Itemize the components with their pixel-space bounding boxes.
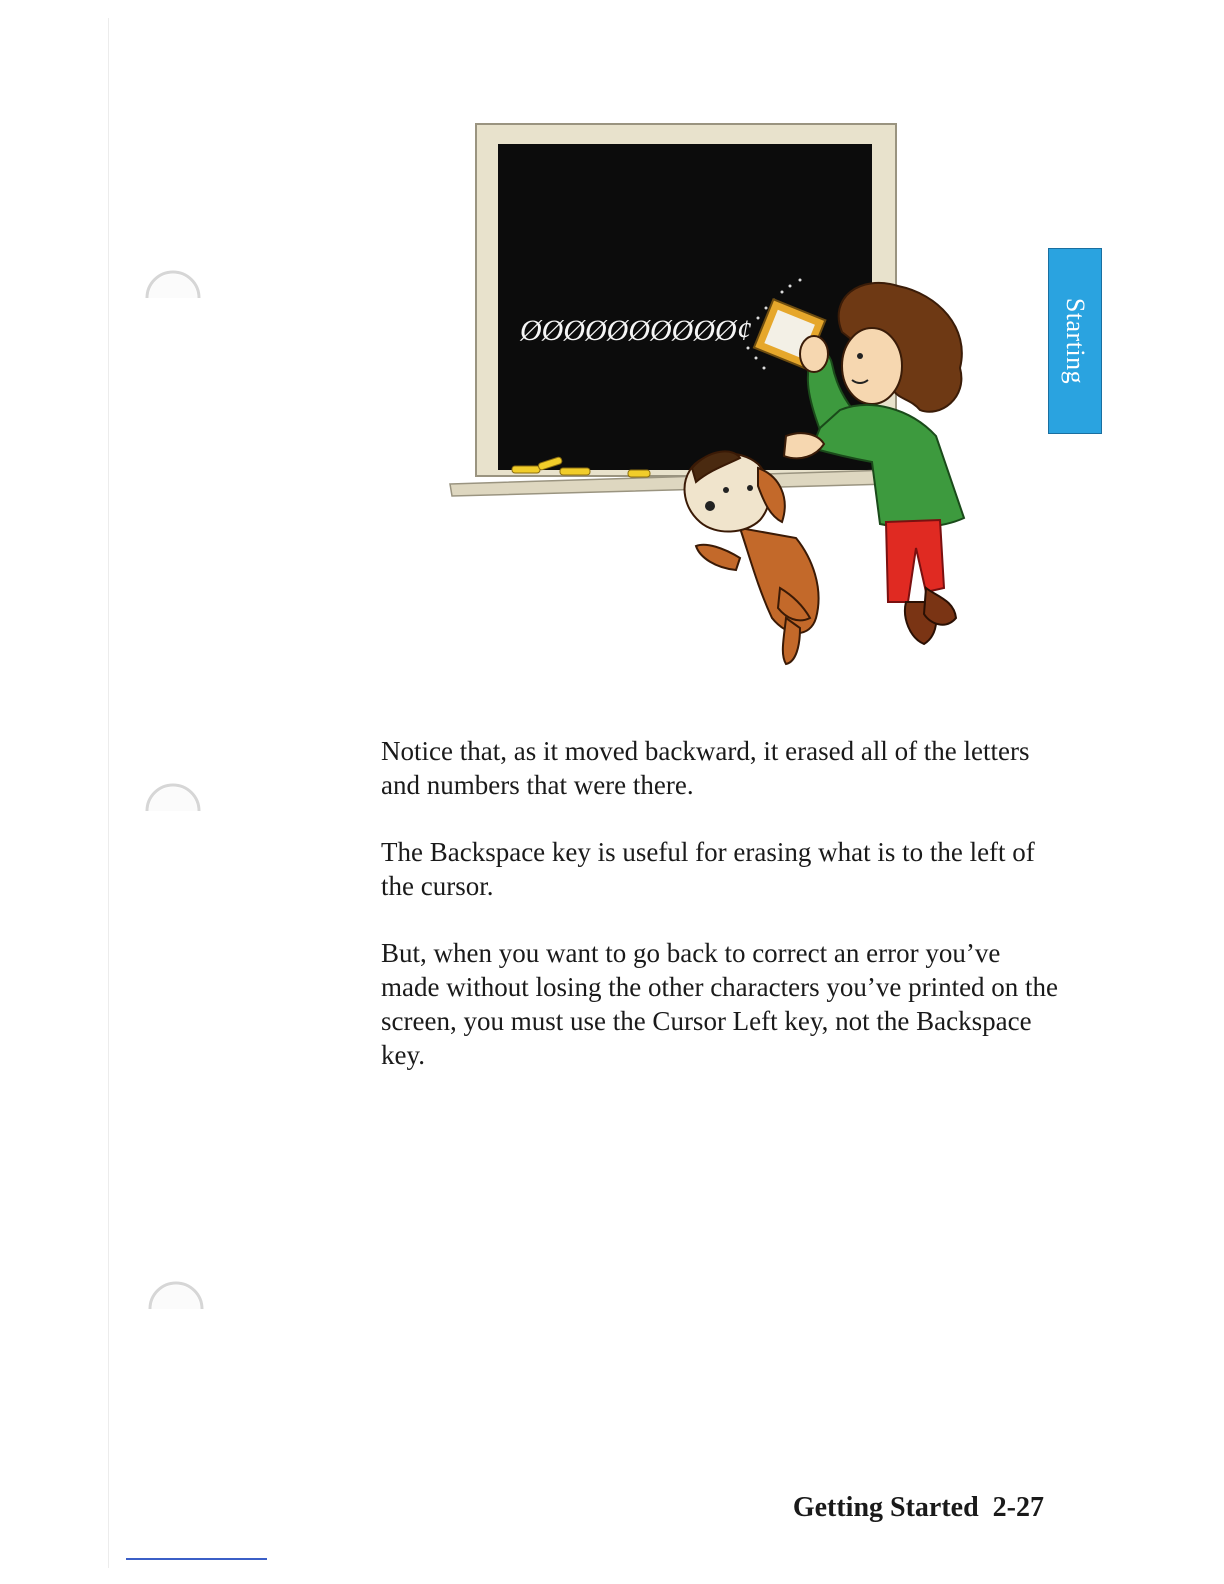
page-footer xyxy=(793,1492,1044,1524)
punch-hole xyxy=(143,765,203,825)
page-number: 2-27 xyxy=(992,1492,1044,1523)
paragraph: But, when you want to go back to correct an error you’ve made without losing the other characters you’ve printed on the screen, you must use the Cursor Left key, not the Backspace key. xyxy=(381,938,1059,1070)
paragraph: The Backspace key is useful for erasing what is to the left of the cursor. xyxy=(381,837,1035,901)
binding-margin-line xyxy=(108,18,109,1568)
chalk-characters: ØØØØØØØØØØ¢ xyxy=(520,314,752,347)
section-tab[interactable] xyxy=(1048,248,1102,434)
section-tab-label: Starting xyxy=(1061,297,1090,385)
footer-section-title: Getting Started xyxy=(792,1492,979,1523)
punch-hole xyxy=(146,1263,206,1323)
body-text xyxy=(381,734,1061,1105)
footnote-rule xyxy=(126,1558,267,1560)
paragraph: Notice that, as it moved backward, it erased all of the letters and numbers that were there. xyxy=(381,736,1030,800)
punch-hole xyxy=(143,252,203,312)
chalkboard-illustration xyxy=(440,118,980,678)
